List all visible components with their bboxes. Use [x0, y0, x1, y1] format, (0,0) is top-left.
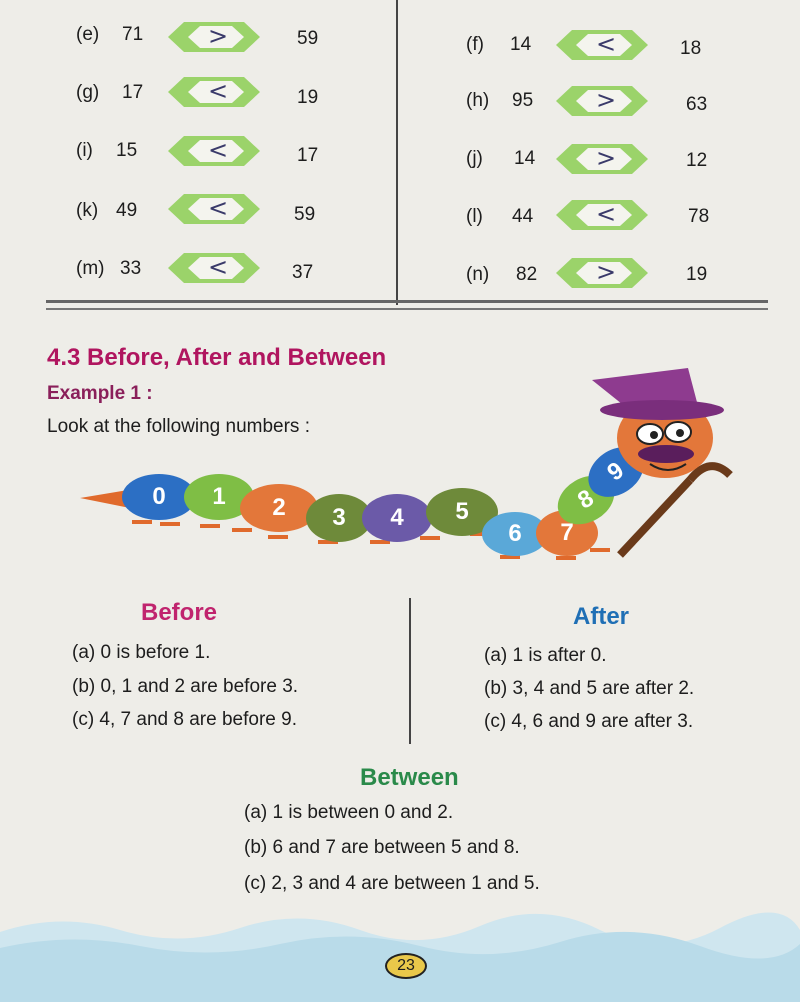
after-item: (a) 1 is after 0.	[484, 645, 607, 666]
example-label: Example 1 :	[47, 383, 153, 404]
answer-box[interactable]	[168, 75, 260, 109]
exercise-number-a: 95	[512, 90, 534, 111]
comparison-symbol: >	[595, 86, 617, 114]
exercise-label: (l)	[466, 206, 483, 227]
caterpillar-leg	[268, 535, 288, 539]
caterpillar-leg	[420, 536, 440, 540]
answer-box[interactable]	[168, 20, 260, 54]
exercise-label: (g)	[76, 82, 100, 103]
exercise-number-a: 14	[510, 34, 532, 55]
exercise-number-a: 82	[516, 264, 538, 285]
exercise-number-b: 59	[294, 204, 316, 225]
answer-box[interactable]	[556, 142, 648, 176]
exercise-label: (e)	[76, 24, 100, 45]
exercise-number-b: 59	[297, 28, 319, 49]
caterpillar-segment: 4	[362, 494, 432, 542]
before-item: (c) 4, 7 and 8 are before 9.	[72, 709, 297, 730]
exercise-column-divider	[396, 0, 398, 305]
caterpillar-segment: 8	[549, 466, 623, 534]
comparison-symbol: <	[207, 136, 229, 164]
between-item: (c) 2, 3 and 4 are between 1 and 5.	[244, 873, 540, 894]
caterpillar-leg	[200, 524, 220, 528]
exercise-label: (h)	[466, 90, 490, 111]
answer-box[interactable]	[556, 84, 648, 118]
before-heading: Before	[141, 599, 218, 626]
exercise-number-a: 49	[116, 200, 138, 221]
caterpillar-segment: 2	[240, 484, 318, 532]
answer-box[interactable]	[556, 198, 648, 232]
exercise-number-a: 71	[122, 24, 144, 45]
exercise-number-b: 17	[297, 145, 319, 166]
comparison-symbol: <	[595, 200, 617, 228]
exercise-number-a: 44	[512, 206, 534, 227]
caterpillar-leg	[160, 522, 180, 526]
exercise-label: (j)	[466, 148, 483, 169]
before-after-divider	[409, 598, 411, 744]
after-item: (c) 4, 6 and 9 are after 3.	[484, 711, 694, 732]
comparison-symbol: >	[207, 22, 229, 50]
comparison-symbol: <	[207, 77, 229, 105]
exercise-label: (n)	[466, 264, 490, 285]
exercise-label: (m)	[76, 258, 105, 279]
section-divider	[46, 300, 768, 303]
section-divider-thin	[46, 308, 768, 310]
comparison-symbol: <	[207, 253, 229, 281]
caterpillar-segment: 3	[306, 494, 372, 542]
after-heading: After	[573, 603, 630, 630]
exercise-number-b: 78	[688, 206, 710, 227]
caterpillar-segment: 9	[579, 437, 653, 507]
section-title: 4.3 Before, After and Between	[47, 344, 387, 371]
before-item: (a) 0 is before 1.	[72, 642, 211, 663]
exercise-label: (k)	[76, 200, 99, 221]
caterpillar-head	[570, 360, 750, 560]
caterpillar-segment: 1	[184, 474, 254, 520]
after-item: (b) 3, 4 and 5 are after 2.	[484, 678, 695, 699]
caterpillar-segment: 6	[482, 512, 548, 556]
exercise-number-a: 14	[514, 148, 536, 169]
exercise-number-a: 33	[120, 258, 142, 279]
comparison-symbol: >	[595, 258, 617, 286]
exercise-number-b: 12	[686, 150, 708, 171]
comparison-symbol: <	[207, 194, 229, 222]
comparison-symbol: >	[595, 144, 617, 172]
answer-box[interactable]	[556, 28, 648, 62]
exercise-number-b: 63	[686, 94, 708, 115]
caterpillar-segment: 7	[536, 510, 598, 556]
exercise-number-b: 18	[680, 38, 702, 59]
caterpillar-segment: 0	[122, 474, 196, 520]
exercise-number-a: 15	[116, 140, 138, 161]
comparison-symbol: <	[595, 30, 617, 58]
exercise-number-a: 17	[122, 82, 144, 103]
caterpillar-segment: 5	[426, 488, 498, 536]
answer-box[interactable]	[168, 134, 260, 168]
exercise-number-b: 19	[686, 264, 708, 285]
exercise-number-b: 19	[297, 87, 319, 108]
answer-box[interactable]	[168, 192, 260, 226]
page-number-badge: 23	[385, 953, 427, 979]
before-item: (b) 0, 1 and 2 are before 3.	[72, 676, 299, 697]
caterpillar-leg	[132, 520, 152, 524]
exercise-label: (f)	[466, 34, 484, 55]
answer-box[interactable]	[168, 251, 260, 285]
answer-box[interactable]	[556, 256, 648, 290]
exercise-number-b: 37	[292, 262, 314, 283]
between-item: (a) 1 is between 0 and 2.	[244, 802, 454, 823]
between-item: (b) 6 and 7 are between 5 and 8.	[244, 837, 520, 858]
caterpillar-leg	[232, 528, 252, 532]
between-heading: Between	[360, 764, 459, 791]
exercise-label: (i)	[76, 140, 93, 161]
instruction-text: Look at the following numbers :	[47, 416, 310, 437]
